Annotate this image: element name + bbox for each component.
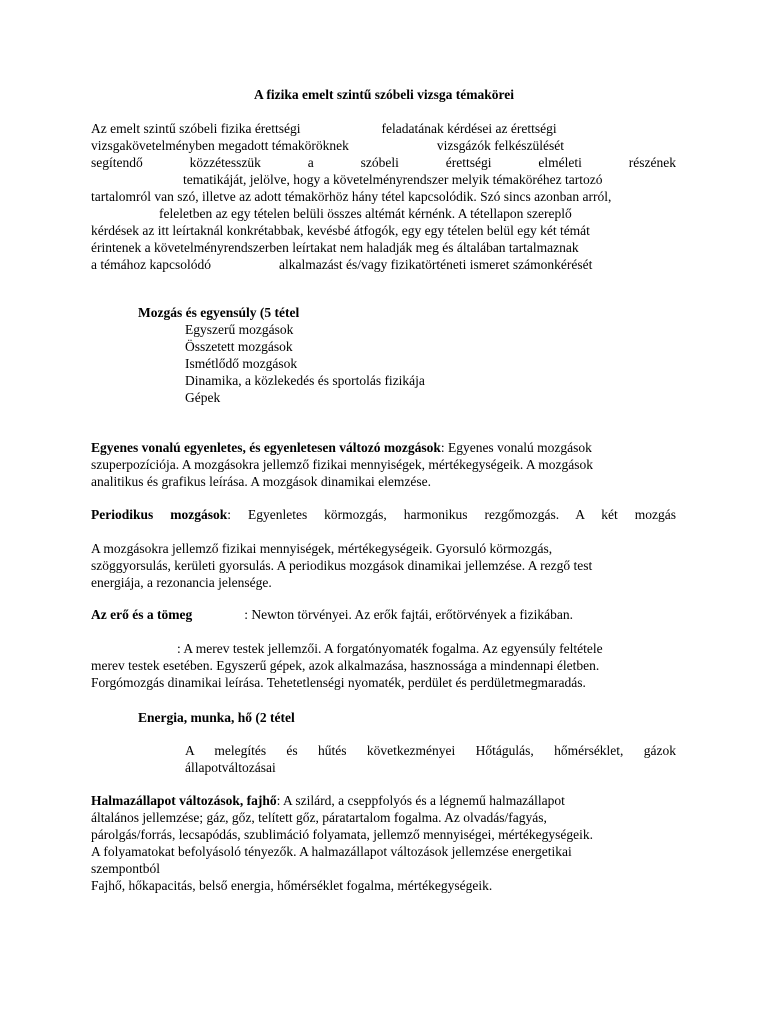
- paragraph-mozgasokra: [91, 540, 676, 591]
- list-item: Ismétlődő mozgások: [185, 356, 298, 371]
- intro-line-1: [91, 120, 676, 137]
- list-item: Dinamika, a közlekedés és sportolás fizikája: [185, 373, 425, 388]
- paragraph-egyenes: [91, 439, 676, 490]
- paragraph-text: : Egyenletes körmozgás, harmonikus rezgőmozgás. A két mozgás: [227, 507, 676, 522]
- paragraph-text: : Newton törvényei. Az erők fajtái, erőtörvények a fizikában.: [244, 607, 573, 622]
- paragraph-text: : A merev testek jellemzői. A forgatónyomaték fogalma. Az egyensúly feltétele: [177, 641, 603, 656]
- section-heading-energia: Energia, munka, hő (2 tétel: [138, 710, 295, 725]
- paragraph-melegites: [185, 742, 676, 776]
- intro-line-9: [91, 256, 676, 273]
- paragraph-merev: [91, 640, 676, 691]
- paragraph-text: analitikus és grafikus leírása. A mozgások dinamikai elemzése.: [91, 474, 432, 489]
- intro-line-2: [91, 137, 676, 154]
- intro-line-6: feleletben az egy tételen belüli összes altémát kérnénk. A tétellapon szereplő: [159, 206, 572, 221]
- paragraph-text: A mozgásokra jellemző fizikai mennyiségek, mértékegységeik. Gyorsuló körmozgás,: [91, 541, 553, 556]
- intro-text: vizsgázók felkészülését: [436, 138, 564, 153]
- topic-label: Az erő és a tömeg: [91, 607, 193, 622]
- paragraph-text: A folyamatokat befolyásoló tényezők. A halmazállapot változások jellemzése energetikai: [91, 844, 572, 859]
- paragraph-text: állapotváltozásai: [185, 760, 276, 775]
- topic-label: Halmazállapot változások, fajhő: [91, 793, 277, 808]
- intro-text: Az emelt szintű szóbeli fizika érettségi: [91, 121, 301, 136]
- paragraph-halmaz: [91, 792, 676, 894]
- intro-paragraph: [91, 120, 676, 273]
- paragraph-text: szempontból: [91, 861, 160, 876]
- section-heading-mozgas: Mozgás és egyensúly (5 tétel: [138, 305, 300, 320]
- document-title: A fizika emelt szintű szóbeli vizsga témakörei: [254, 87, 514, 102]
- paragraph-text: A melegítés és hűtés következményei Hőtágulás, hőmérséklet, gázok: [185, 743, 676, 758]
- paragraph-text: általános jellemzése; gáz, gőz, telített gőz, páratartalom fogalma. Az olvadás/fagyás,: [91, 810, 547, 825]
- paragraph-periodikus: [91, 506, 676, 523]
- paragraph-ero: [91, 606, 676, 623]
- paragraph-text: szöggyorsulás, kerületi gyorsulás. A periodikus mozgások dinamikai jellemzése. A rezgő test: [91, 558, 593, 573]
- section-list-mozgas: [185, 321, 425, 406]
- intro-text: a témához kapcsolódó: [91, 257, 211, 272]
- topic-label: Egyenes vonalú egyenletes, és egyenletesen változó mozgások: [91, 440, 441, 455]
- intro-line-7: kérdések az itt leírtaknál konkrétabbak, kevésbé átfogók, egy egy tételen belül egy két témát: [91, 223, 590, 238]
- intro-line-4: tematikáját, jelölve, hogy a követelményrendszer melyik témaköréhez tartozó: [183, 172, 603, 187]
- intro-line-3: segítendő közzétesszük a szóbeli érettségi elméleti részének: [91, 155, 676, 170]
- list-item: Egyszerű mozgások: [185, 322, 294, 337]
- intro-line-5: tartalomról van szó, illetve az adott témakörhöz hány tétel kapcsolódik. Szó sincs azonban arról,: [91, 189, 612, 204]
- paragraph-text: : Egyenes vonalú mozgások: [440, 440, 592, 455]
- intro-text: alkalmazást és/vagy fizikatörténeti ismeret számonkérését: [278, 257, 593, 272]
- paragraph-text: szuperpozíciója. A mozgásokra jellemző fizikai mennyiségek, mértékegységeik. A mozgások: [91, 457, 593, 472]
- intro-text: vizsgakövetelményben megadott témaköröknek: [91, 138, 349, 153]
- list-item: Összetett mozgások: [185, 339, 293, 354]
- topic-label: Periodikus mozgások: [91, 507, 228, 522]
- intro-text: feladatának kérdései az érettségi: [381, 121, 557, 136]
- paragraph-text: párolgás/forrás, lecsapódás, szublimáció folyamata, jellemző mennyiségei, mértékegységeik.: [91, 827, 593, 842]
- paragraph-text: Fajhő, hőkapacitás, belső energia, hőmérséklet fogalma, mértékegységeik.: [91, 878, 493, 893]
- paragraph-text: : A szilárd, a cseppfolyós és a légnemű halmazállapot: [276, 793, 565, 808]
- paragraph-text: merev testek esetében. Egyszerű gépek, azok alkalmazása, hasznossága a mindennapi életben.: [91, 658, 600, 673]
- intro-line-8: érintenek a követelményrendszerben leírtakat nem haladják meg és általában tartalmaznak: [91, 240, 579, 255]
- paragraph-text: Forgómozgás dinamikai leírása. Tehetetlenségi nyomaték, perdület és perdületmegmaradás.: [91, 675, 586, 690]
- paragraph-text: energiája, a rezonancia jelensége.: [91, 575, 272, 590]
- list-item: Gépek: [185, 390, 221, 405]
